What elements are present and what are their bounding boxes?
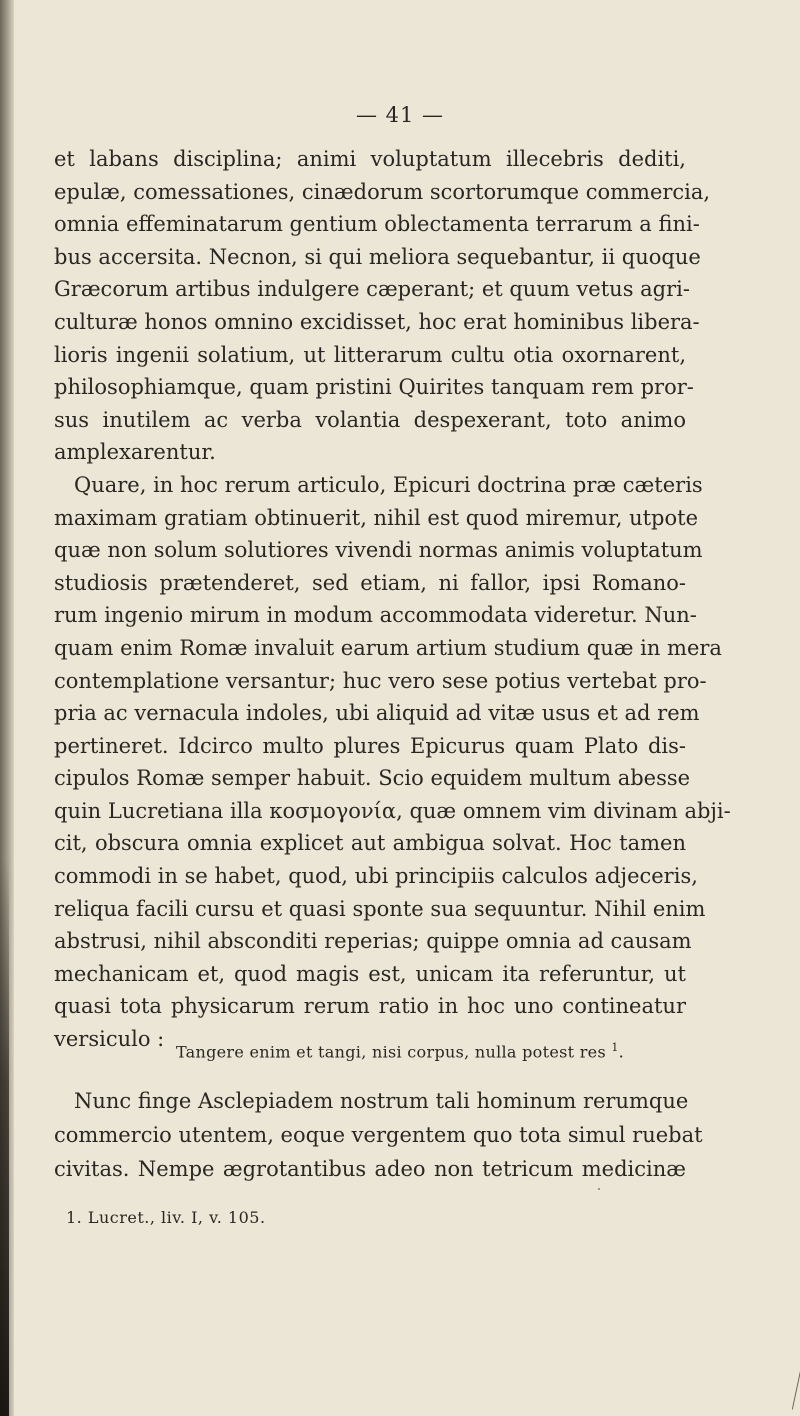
text-line: sus inutilem ac verba volantia despexerant, toto animo [54, 407, 686, 432]
text-line: omnia effeminatarum gentium oblectamenta terrarum a fini- [54, 212, 700, 237]
text-line: philosophiamque, quam pristini Quirites tanquam rem pror- [54, 375, 694, 400]
text-line: rum ingenio mirum in modum accommodata videretur. Nun- [54, 603, 697, 628]
text-line: culturæ honos omnino excidisset, hoc erat hominibus libera- [54, 309, 700, 334]
text-line: quin Lucretiana illa κοσμογονία, quæ omnem vim divinam abji- [54, 798, 731, 823]
paper-speck [598, 1188, 600, 1190]
text-line: reliqua facili cursu et quasi sponte sua sequuntur. Nihil enim [54, 896, 706, 921]
text-line: commercio utentem, eoque vergentem quo tota simul ruebat [54, 1123, 703, 1147]
text-line: abstrusi, nihil absconditi reperias; quippe omnia ad causam [54, 929, 692, 954]
footnote: 1. Lucret., liv. I, v. 105. [66, 1208, 266, 1227]
text-line: quam enim Romæ invaluit earum artium studium quæ in mera [54, 635, 722, 660]
text-line: Græcorum artibus indulgere cæperant; et quum vetus agri- [54, 277, 690, 302]
text-line: quasi tota physicarum rerum ratio in hoc uno contineatur [54, 994, 686, 1019]
text-line: cit, obscura omnia explicet aut ambigua solvat. Hoc tamen [54, 831, 686, 856]
binding-edge [0, 860, 9, 1416]
text-line: commodi in se habet, quod, ubi principiis calculos adjeceris, [54, 864, 698, 889]
quote-text: Tangere enim et tangi, nisi corpus, nulla potest res [175, 1042, 606, 1062]
closing-paragraph [54, 1084, 703, 1186]
verse-quotation [0, 1041, 800, 1061]
text-line: epulæ, comessationes, cinædorum scortorumque commercia, [54, 179, 711, 204]
text-line: contemplatione versantur; huc vero sese potius vertebat pro- [54, 668, 707, 693]
text-line: mechanicam et, quod magis est, unicam ita referuntur, ut [54, 961, 686, 986]
footnote-reference: 1 [611, 1041, 619, 1054]
text-line: cipulos Romæ semper habuit. Scio equidem multum abesse [54, 766, 691, 791]
text-line: pria ac vernacula indoles, ubi aliquid ad vitæ usus et ad rem [54, 701, 700, 726]
paragraph-start-line: Nunc finge Asclepiadem nostrum tali hominum rerumque [74, 1089, 689, 1113]
text-line: amplexarentur. [54, 440, 216, 465]
text-line: maximam gratiam obtinuerit, nihil est quod miremur, utpote [54, 505, 698, 530]
page-edge-mark [792, 1360, 800, 1409]
text-line: lioris ingenii solatium, ut litterarum cultu otia oxornarent, [54, 342, 686, 367]
text-line: civitas. Nempe ægrotantibus adeo non tetricum medicinæ [54, 1157, 686, 1181]
quote-end: . [618, 1042, 625, 1062]
text-line: versiculo : [54, 1027, 165, 1052]
text-line: et labans disciplina; animi voluptatum illecebris dediti, [54, 147, 686, 171]
text-line: quæ non solum solutiores vivendi normas animis voluptatum [54, 538, 703, 563]
text-line: studiosis prætenderet, sed etiam, ni fallor, ipsi Romano- [54, 570, 686, 595]
main-text [54, 143, 731, 1056]
text-line: bus accersita. Necnon, si qui meliora sequebantur, ii quoque [54, 244, 701, 269]
paragraph-start-line: Quare, in hoc rerum articulo, Epicuri doctrina præ cæteris [74, 472, 703, 497]
text-line: pertineret. Idcirco multo plures Epicurus quam Plato dis- [54, 733, 686, 758]
page-number: — 41 — [355, 103, 445, 127]
